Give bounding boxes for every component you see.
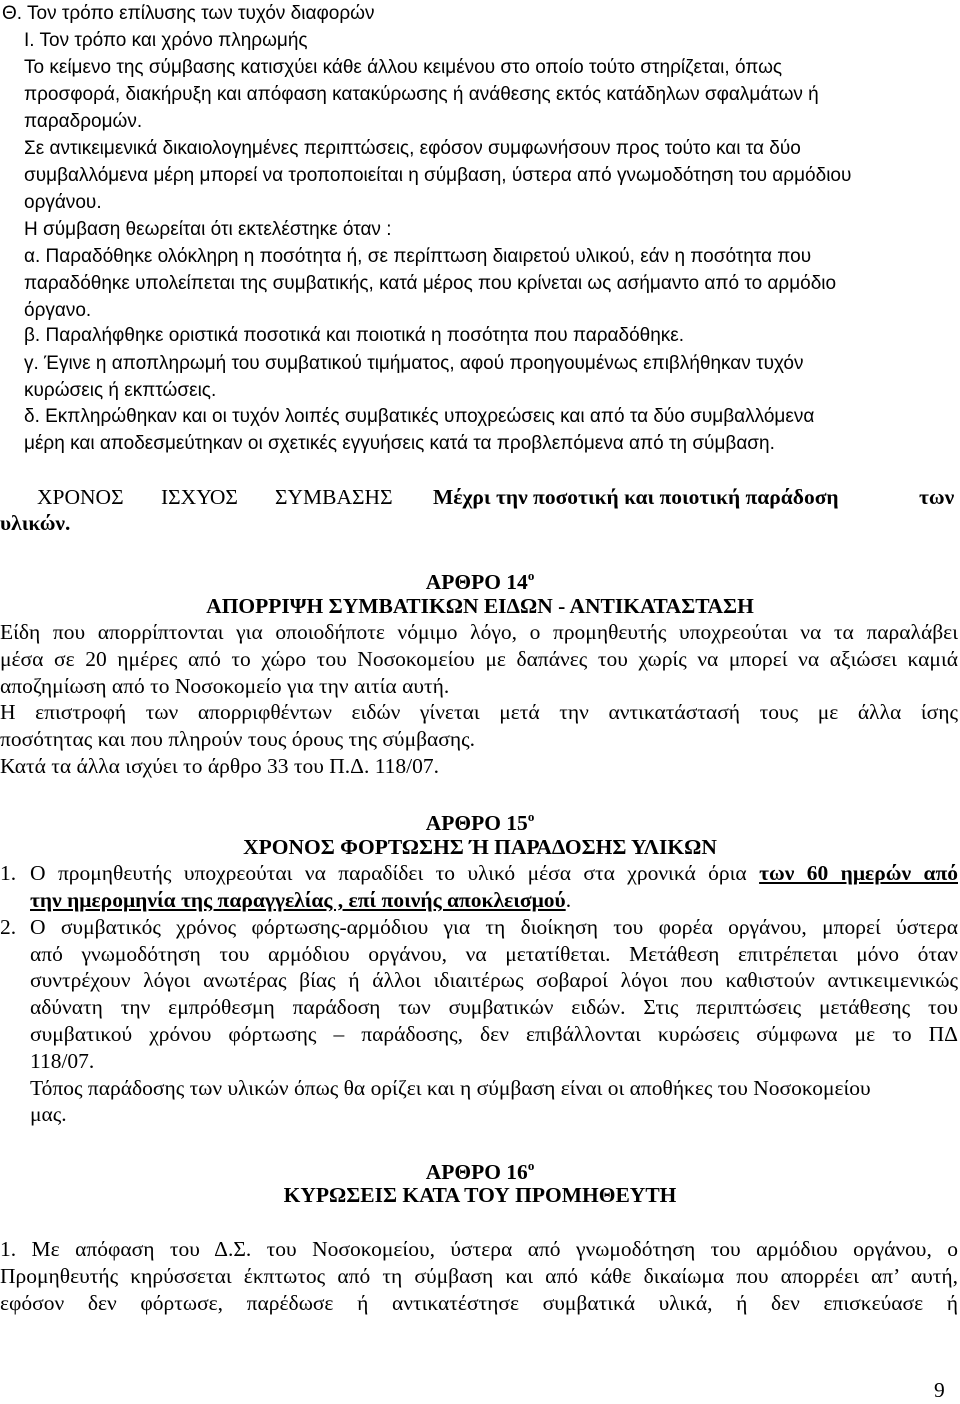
paragraph-line: 1. Με απόφαση του Δ.Σ. του Νοσοκομείου, ύστερα από γνωμοδότηση του αρμόδιου οργάνου, ο bbox=[0, 1237, 958, 1261]
paragraph-line: ποσότητας και που πληρούν τους όρους της σύμβασης. bbox=[0, 727, 476, 751]
paragraph-line: συμβατικού χρόνου φόρτωσης – παράδοσης, δεν επιβάλλονται κυρώσεις σύμφωνα με το ΠΔ bbox=[30, 1022, 958, 1046]
paragraph-line: Η σύμβαση θεωρείται ότι εκτελέστηκε όταν : bbox=[24, 219, 392, 240]
paragraph-line: την ημερομηνία της παραγγελίας , επί ποινής αποκλεισμού. bbox=[30, 888, 572, 912]
article-15-title: ΧΡΟΝΟΣ ΦΟΡΤΩΣΗΣ Ή ΠΑΡΑΔΟΣΗΣ ΥΛΙΚΩΝ bbox=[243, 835, 717, 859]
paragraph-line: μέσα σε 20 ημέρες από το χώρο του Νοσοκομείου με δαπάνες του χωρίς να μπορεί να αξιώσει καμιά bbox=[0, 647, 958, 671]
duration-value: Μέχρι την ποσοτική και ποιοτική παράδοση bbox=[433, 485, 839, 509]
paragraph-line: προσφορά, διακήρυξη και απόφαση κατακύρωσης ή ανάθεσης εκτός κατάδηλων σφαλμάτων ή bbox=[24, 84, 819, 105]
article-14-heading: ΑΡΘΡΟ $14^o$ bbox=[425, 568, 535, 594]
paragraph-line: Σε αντικειμενικά δικαιολογημένες περιπτώσεις, εφόσον συμφωνήσουν προς τούτο και τα δύο bbox=[24, 138, 801, 159]
paragraph-line: Ο προμηθευτής υποχρεούται να παραδίδει το υλικό μέσα στα χρονικά όρια των 60 ημερών από bbox=[30, 861, 958, 885]
article-16-title: ΚΥΡΩΣΕΙΣ ΚΑΤΑ ΤΟΥ ΠΡΟΜΗΘΕΥΤΗ bbox=[283, 1183, 677, 1207]
paragraph-line: Τόπος παράδοσης των υλικών όπως θα ορίζει και η σύμβαση είναι οι αποθήκες του Νοσοκομείου bbox=[30, 1076, 871, 1100]
paragraph-line: όργανο. bbox=[24, 300, 92, 321]
duration-value-line2: υλικών. bbox=[0, 511, 71, 535]
list-item-delta: δ. Εκπληρώθηκαν και οι τυχόν λοιπές συμβατικές υποχρεώσεις και από τα δύο συμβαλλόμενα bbox=[24, 406, 815, 427]
duration-label-3: ΣΥΜΒΑΣΗΣ bbox=[275, 485, 393, 509]
paragraph-line: από γνωμοδότηση του αρμόδιου οργάνου, να μετατίθεται. Μετάθεση επιτρέπεται μόνο όταν bbox=[30, 942, 958, 966]
article-15-heading: ΑΡΘΡΟ $15^o$ bbox=[425, 809, 535, 835]
paragraph-line: παραδρομών. bbox=[24, 111, 143, 132]
paragraph-line: συμβαλλόμενα μέρη μπορεί να τροποποιείται η σύμβαση, ύστερα από γνωμοδότηση του αρμόδιου bbox=[24, 165, 852, 186]
list-item-alpha: α. Παραδόθηκε ολόκληρη η ποσότητα ή, σε περίπτωση διαιρετού υλικού, εάν η ποσότητα που bbox=[24, 246, 812, 267]
list-item-gamma: γ. Έγινε η αποπληρωμή του συμβατικού τιμήματος, αφού προηγουμένως επιβλήθηκαν τυχόν bbox=[24, 353, 804, 374]
paragraph-line: οργάνου. bbox=[24, 192, 102, 213]
paragraph-line: Ο συμβατικός χρόνος φόρτωσης-αρμόδιου για τη διοίκηση του φορέα οργάνου, μπορεί ύστερα bbox=[30, 915, 958, 939]
list-item-theta: Θ. Τον τρόπο επίλυσης των τυχόν διαφορών bbox=[2, 3, 375, 24]
paragraph-line: Είδη που απορρίπτονται για οποιοδήποτε νόμιμο λόγο, ο προμηθευτής υποχρεούται να τα παραλάβει bbox=[0, 620, 958, 644]
paragraph-line: εφόσον δεν φόρτωσε, παρέδωσε ή αντικατέστησε συμβατικά υλικά, ή δεν επισκεύασε ή bbox=[0, 1291, 958, 1315]
paragraph-line: μας. bbox=[30, 1102, 67, 1126]
paragraph-line: παραδόθηκε υπολείπεται της συμβατικής, κατά μέρος που κρίνεται ως ασήμαντο από το αρμόδιο bbox=[24, 273, 837, 294]
paragraph-line: συντρέχουν λόγοι ανωτέρας βίας ή άλλοι ιδιαιτέρως σοβαροί λόγοι που καθιστούν αντικειμενικώς bbox=[30, 968, 958, 992]
list-number: 2. bbox=[0, 915, 17, 939]
paragraph-line: μέρη και αποδεσμεύτηκαν οι σχετικές εγγυήσεις κατά τα προβλεπόμενα από τη σύμβαση. bbox=[24, 433, 775, 454]
paragraph-line: κυρώσεις ή εκπτώσεις. bbox=[24, 380, 217, 401]
paragraph-line: αποζημίωση από το Νοσοκομείο για την αιτία αυτή. bbox=[0, 674, 450, 698]
list-number: 1. bbox=[0, 861, 17, 885]
paragraph-line: αδύνατη την εμπρόθεσμη παράδοση των συμβατικών ειδών. Στις περιπτώσεις μετάθεσης του bbox=[30, 995, 958, 1019]
paragraph-line: Προμηθευτής κηρύσσεται έκπτωτος από τη σύμβαση και από κάθε δικαίωμα που απορρέει απ’ αυτή, bbox=[0, 1264, 958, 1288]
duration-value-end: των bbox=[919, 485, 955, 509]
duration-label-1: ΧΡΟΝΟΣ bbox=[37, 485, 124, 509]
article-14-title: ΑΠΟΡΡΙΨΗ ΣΥΜΒΑΤΙΚΩΝ ΕΙΔΩΝ - ΑΝΤΙΚΑΤΑΣΤΑΣΗ bbox=[206, 594, 754, 618]
page-number: 9 bbox=[934, 1378, 945, 1402]
article-16-heading: ΑΡΘΡΟ $16^o$ bbox=[425, 1158, 535, 1184]
delivery-deadline: των 60 ημερών από bbox=[759, 861, 958, 885]
duration-label-2: ΙΣΧΥΟΣ bbox=[161, 485, 238, 509]
delivery-deadline-cont: την ημερομηνία της παραγγελίας , επί ποινής αποκλεισμού bbox=[30, 888, 566, 912]
list-item-beta: β. Παραλήφθηκε οριστικά ποσοτικά και ποιοτικά η ποσότητα που παραδόθηκε. bbox=[24, 325, 685, 346]
paragraph-line: Η επιστροφή των απορριφθέντων ειδών γίνεται μετά την αντικατάστασή τους με άλλα ίσης bbox=[0, 700, 958, 724]
paragraph-line: 118/07. bbox=[30, 1049, 95, 1073]
paragraph-line: Το κείμενο της σύμβασης κατισχύει κάθε άλλου κειμένου στο οποίο τούτο στηρίζεται, όπως bbox=[24, 57, 783, 78]
paragraph-line: Κατά τα άλλα ισχύει το άρθρο 33 του Π.Δ. 118/07. bbox=[0, 754, 440, 778]
list-item-iota: Ι. Τον τρόπο και χρόνο πληρωμής bbox=[24, 30, 308, 51]
